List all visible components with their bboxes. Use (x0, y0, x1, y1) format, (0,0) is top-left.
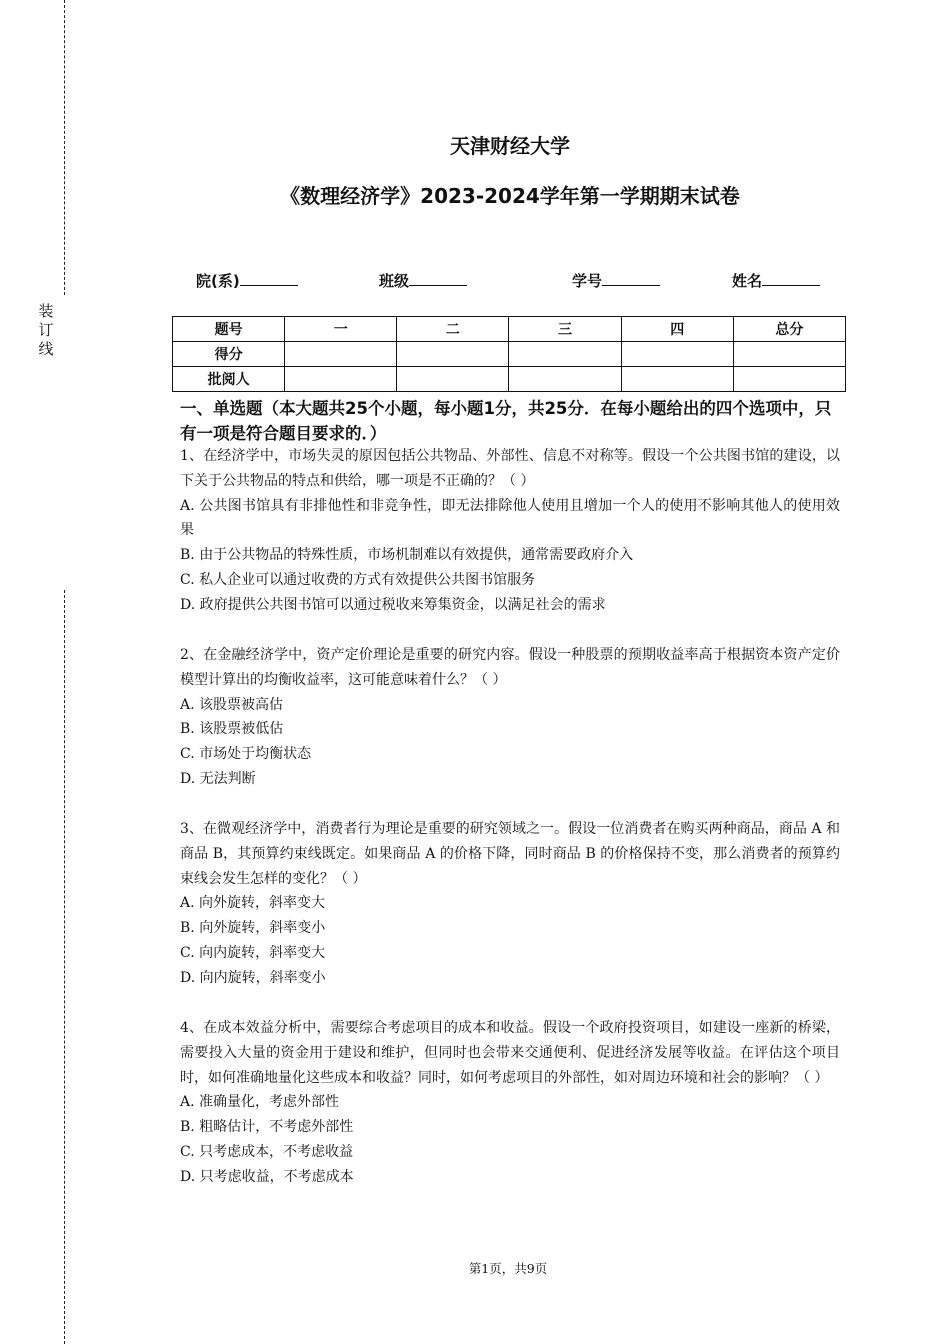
question-option: C. 只考虑成本，不考虑收益 (180, 1143, 354, 1160)
info-department: 院(系) (196, 270, 298, 291)
question-3 (180, 817, 840, 991)
score-table-header: 题号 一 二 三 四 总分 (173, 317, 846, 342)
question-option: D. 政府提供公共图书馆可以通过税收来筹集资金，以满足社会的需求 (180, 596, 606, 613)
exam-title: 《数理经济学》2023-2024学年第一学期期末试卷 (280, 184, 740, 208)
question-4 (180, 1016, 840, 1190)
question-2 (180, 643, 840, 792)
question-option: B. 向外旋转，斜率变小 (180, 920, 326, 937)
info-class: 班级 (379, 270, 467, 291)
question-1 (180, 444, 840, 618)
score-table (172, 316, 846, 392)
question-stem: 4、在成本效益分析中，需要综合考虑项目的成本和收益。假设一个政府投资项目，如建设一座新的桥梁，需要投入大量的资金用于建设和维护，但同时也会带来交通便利、促进经济发展等收益。在评估这个项目时，如何准确地量化这些成本和收益？同时，如何考虑项目的外部性，如对周边环境和社会的影响？（ ） (180, 1020, 840, 1086)
question-option: C. 私人企业可以通过收费的方式有效提供公共图书馆服务 (180, 571, 536, 588)
info-student-id: 学号 (572, 270, 660, 291)
question-option: A. 公共图书馆具有非排他性和非竞争性，即无法排除他人使用且增加一个人的使用不影响其他人的使用效果 (180, 497, 840, 539)
page-footer: 第1页，共9页 (468, 1261, 548, 1276)
score-table-row: 得分 (173, 342, 846, 367)
question-option: A. 向外旋转，斜率变大 (180, 895, 326, 912)
question-stem: 2、在金融经济学中，资产定价理论是重要的研究内容。假设一种股票的预期收益率高于根据资本资产定价模型计算出的均衡收益率，这可能意味着什么？（ ） (180, 647, 840, 688)
question-option: B. 该股票被低估 (180, 721, 284, 738)
section-1-heading: 一、单选题（本大题共25个小题，每小题1分，共25分．在每小题给出的四个选项中，只有一项是符合题目要求的．） (180, 399, 832, 443)
question-option: B. 由于公共物品的特殊性质，市场机制难以有效提供，通常需要政府介入 (180, 547, 634, 564)
score-table-row: 批阅人 (173, 367, 846, 392)
question-stem: 3、在微观经济学中，消费者行为理论是重要的研究领域之一。假设一位消费者在购买两种商品，商品 A 和商品 B，其预算约束线既定。如果商品 A 的价格下降，同时商品 B 的价格保持不变，那么消费者的预算约束线会发生怎样的变化？（ ） (180, 821, 840, 887)
binding-label: 装 订 线 (38, 302, 54, 358)
question-option: D. 只考虑收益，不考虑成本 (180, 1168, 354, 1185)
question-stem: 1、在经济学中，市场失灵的原因包括公共物品、外部性、信息不对称等。假设一个公共图书馆的建设，以下关于公共物品的特点和供给，哪一项是不正确的？（ ） (180, 448, 840, 489)
question-option: C. 市场处于均衡状态 (180, 746, 312, 763)
question-option: A. 准确量化，考虑外部性 (180, 1094, 340, 1111)
question-option: A. 该股票被高估 (180, 696, 284, 713)
university-title: 天津财经大学 (450, 134, 570, 158)
binding-dashed-line-bottom (64, 590, 65, 1344)
question-option: D. 向内旋转，斜率变小 (180, 969, 326, 986)
question-option: D. 无法判断 (180, 770, 256, 787)
info-name: 姓名 (732, 270, 820, 291)
question-option: C. 向内旋转，斜率变大 (180, 944, 326, 961)
question-option: B. 粗略估计，不考虑外部性 (180, 1119, 354, 1136)
